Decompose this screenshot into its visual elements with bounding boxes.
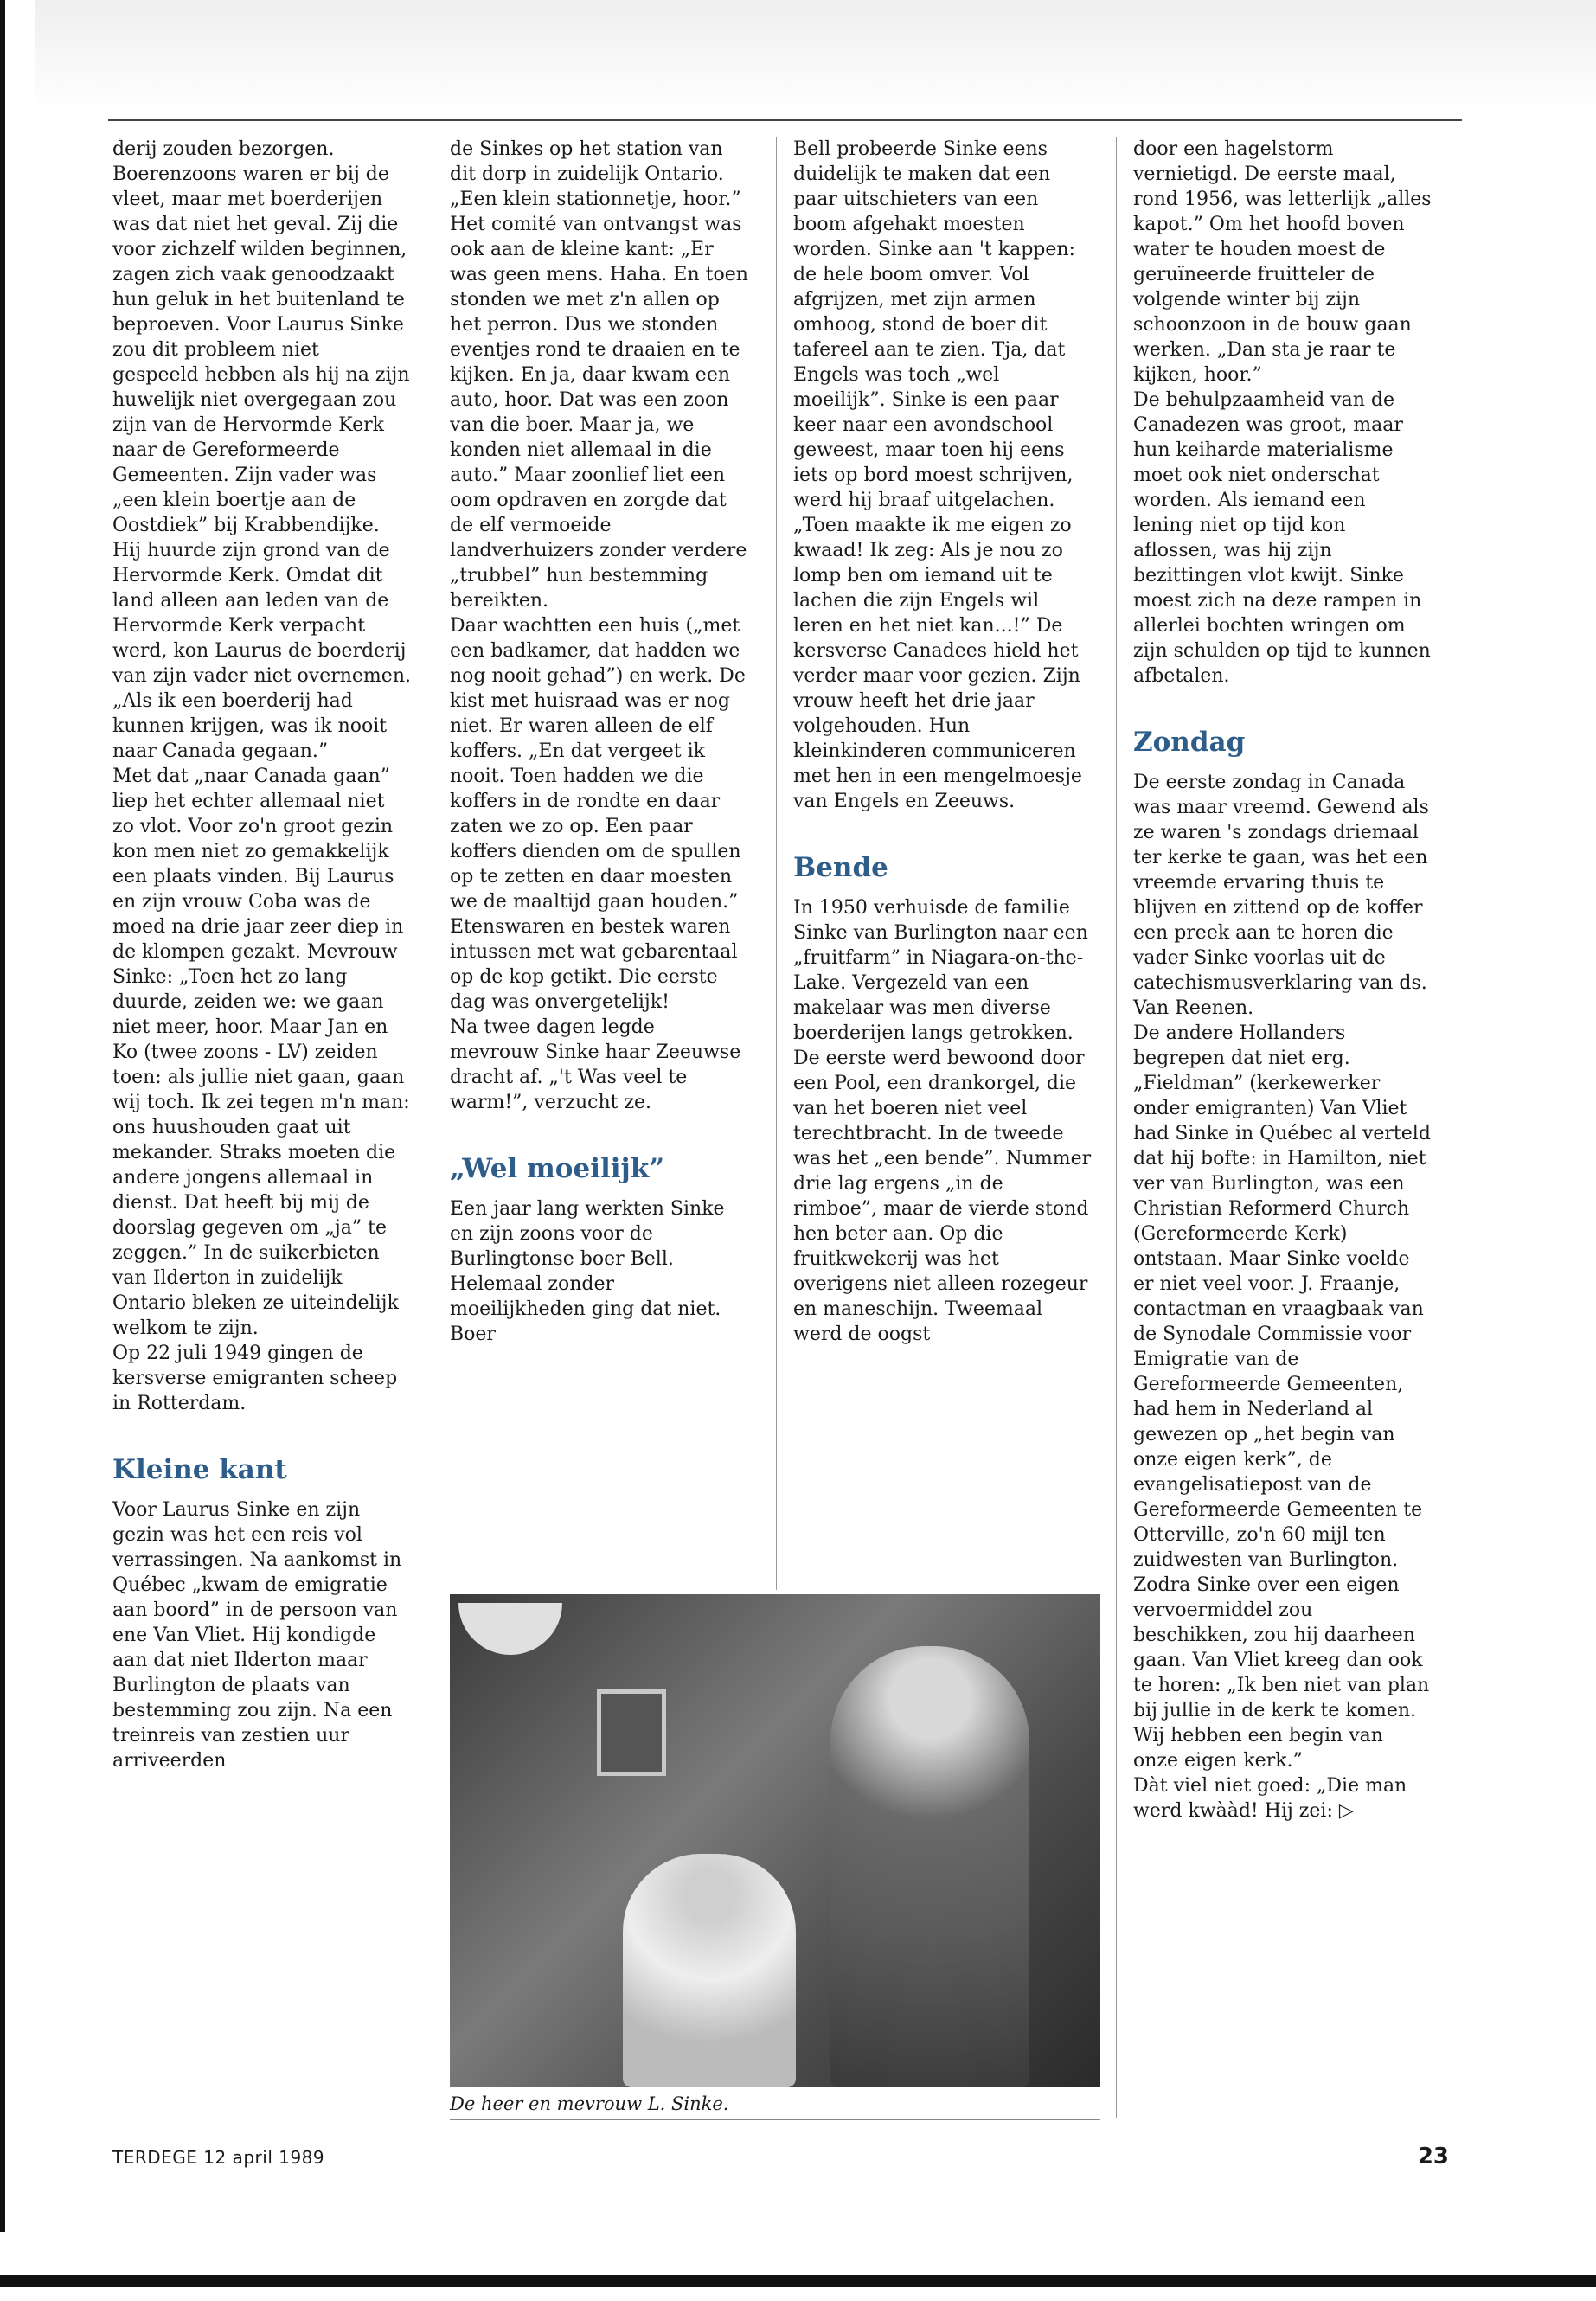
lamp-shape (458, 1603, 562, 1655)
publication-line: TERDEGE 12 april 1989 (112, 2147, 325, 2168)
scan-edge (0, 0, 5, 2232)
seated-man (623, 1854, 796, 2087)
article-column-1 (112, 137, 411, 1773)
standing-woman (830, 1646, 1029, 2087)
section-heading: „Wel moeilijk” (450, 1153, 665, 1184)
continue-arrow-icon: ▷ (1338, 1800, 1354, 1822)
photo-caption: De heer en mevrouw L. Sinke. (450, 2093, 729, 2114)
previous-page-bleed (35, 0, 1596, 112)
top-rule (108, 119, 1462, 121)
page-number: 23 (1417, 2144, 1449, 2170)
article-column-4 (1133, 137, 1432, 1823)
body-text: Bell probeerde Sinke eens duidelijk te maken dat een paar uitschieters van een boom afgehakt moesten worden. Sinke aan 't kappen: de hele boom omver. Vol afgrijzen, met zijn armen omhoog, stond de boer dit tafereel aan te zien. Tja, dat Engels was toch „wel moeilijk”. Sinke is een paar keer naar een avondschool geweest, maar toen hij eens iets op bord moest schrijven, werd hij braaf uitgelachen. „Toen maakte ik me eigen zo kwaad! Ik zeg: Als je nou zo lomp ben om iemand uit te lachen die zijn Engels wil leren en het niet kan...!” De kersverse Canadees hield het verder maar voor gezien. Zijn vrouw heeft het drie jaar volgehouden. Hun kleinkinderen communiceren met hen in een mengelmoesje van Engels en Zeeuws. (793, 138, 1082, 812)
article-column-3 (793, 137, 1092, 1347)
body-text: de Sinkes op het station van dit dorp in zuidelijk Ontario. „Een klein stationnetje, hoor.” Het comité van ontvangst was ook aan de kleine kant: „Er was geen mens. Haha. En toen stonden we met z'n allen op het perron. Dus we stonden eventjes rond te draaien en te kijken. En ja, daar kwam een auto, hoor. Dat was een zoon van die boer. Maar ja, we konden niet allemaal in die auto.” Maar zoonlief liet een oom opdraven en zorgde dat de elf vermoeide landverhuizers zonder verdere „trubbel” hun bestemming bereikten. Daar wachtten een huis („met een badkamer, dat hadden we nog nooit gehad”) en werk. De kist met huisraad was er nog niet. Er waren alleen de elf koffers. „En dat vergeet ik nooit. Toen hadden we die koffers in de rondte en daar zaten we zo op. Een paar koffers dienden om de spullen op te zetten en daar moesten we de maaltijd gaan houden.” Etenswaren en bestek waren intussen met wat gebarentaal op de kop getikt. Die eerste dag was onvergetelijk! Na twee dagen legde mevrouw Sinke haar Zeeuwse dracht af. „'t Was veel te warm!”, verzucht ze. (450, 138, 748, 1113)
body-text: In 1950 verhuisde de familie Sinke van Burlington naar een „fruitfarm” in Niagara-on-the-Lake. Vergezeld van een makelaar was men diverse boerderijen langs getrokken. De eerste werd bewoond door een Pool, een drankorgel, die van het boeren niet veel terechtbracht. In de tweede was het „een bende”. Nummer drie lag ergens „in de rimboe”, maar de vierde stond hen beter aan. Op die fruitkwekerij was het overigens niet alleen rozegeur en maneschijn. Tweemaal werd de oogst (793, 897, 1092, 1345)
column-divider (1116, 137, 1117, 2118)
photo-couple (450, 1594, 1100, 2087)
article-column-2 (450, 137, 748, 1347)
column-divider (776, 137, 777, 1590)
caption-rule (450, 2119, 1100, 2120)
wall-picture (597, 1689, 666, 1776)
section-heading: Kleine kant (112, 1454, 287, 1485)
body-text (1133, 770, 1432, 1823)
scan-bottom-edge (0, 2275, 1596, 2287)
body-text: Een jaar lang werkten Sinke en zijn zoons voor de Burlingtonse boer Bell. Helemaal zonder moeilijkheden ging dat niet. Boer (450, 1198, 725, 1345)
body-text: Voor Laurus Sinke en zijn gezin was het een reis vol verrassingen. Na aankomst in Québec „kwam de emigratie aan boord” in de persoon van ene Van Vliet. Hij kondigde aan dat niet Ilderton maar Burlington de plaats van bestemming zou zijn. Na een treinreis van zestien uur arriveerden (112, 1499, 402, 1772)
body-text: derij zouden bezorgen. Boerenzoons waren er bij de vleet, maar met boerderijen was dat niet het geval. Zij die voor zichzelf wilden beginnen, zagen zich vaak genoodzaakt hun geluk in het buitenland te beproeven. Voor Laurus Sinke zou dit probleem niet gespeeld hebben als hij na zijn huwelijk niet overgegaan zou zijn van de Hervormde Kerk naar de Gereformeerde Gemeenten. Zijn vader was „een klein boertje aan de Oostdiek” bij Krabbendijke. Hij huurde zijn grond van de Hervormde Kerk. Omdat dit land alleen aan leden van de Hervormde Kerk verpacht werd, kon Laurus de boerderij van zijn vader niet overnemen. „Als ik een boerderij had kunnen krijgen, was ik nooit naar Canada gegaan.” Met dat „naar Canada gaan” liep het echter allemaal niet zo vlot. Voor zo'n groot gezin kon men niet zo gemakkelijk een plaats vinden. Bij Laurus en zijn vrouw Coba was de moed na drie jaar zeer diep in de klompen gezakt. Mevrouw Sinke: „Toen het zo lang duurde, zeiden we: we gaan niet meer, hoor. Maar Jan en Ko (twee zoons - LV) zeiden toen: als jullie niet gaan, gaan wij toch. Ik zei tegen m'n man: ons huushouden gaat uit mekander. Straks moeten die andere jongens allemaal in dienst. Dat heeft bij mij de doorslag gegeven om „ja” te zeggen.” In de suikerbieten van Ilderton in zuidelijk Ontario bleken ze uiteindelijk welkom te zijn. Op 22 juli 1949 gingen de kersverse emigranten scheep in Rotterdam. (112, 138, 411, 1414)
body-text: door een hagelstorm vernietigd. De eerste maal, rond 1956, was letterlijk „alles kapot.” Om het hoofd boven water te houden moest de geruïneerde fruitteler de volgende winter bij zijn schoonzoon in de bouw gaan werken. „Dan sta je raar te kijken, hoor.” De behulpzaamheid van de Canadezen was groot, maar hun keiharde materialisme moet ook niet onderschat worden. Als iemand een lening niet op tijd kon aflossen, was hij zijn bezittingen vlot kwijt. Sinke moest zich na deze rampen in allerlei bochten wringen om zijn schulden op tijd te kunnen afbetalen. (1133, 138, 1432, 687)
body-text-final: De eerste zondag in Canada was maar vreemd. Gewend als ze waren 's zondags driemaal ter kerke te gaan, was het een vreemde ervaring thuis te blijven en zittend op de koffer een preek aan te horen die vader Sinke voorlas uit de catechismusverklaring van ds. Van Reenen. De andere Hollanders begrepen dat niet erg. „Fieldman” (kerkewerker onder emigranten) Van Vliet had Sinke in Québec al verteld dat hij bofte: in Hamilton, niet ver van Burlington, was een Christian Reformerd Church (Gereformeerde Kerk) ontstaan. Maar Sinke voelde er niet veel voor. J. Fraanje, contactman en vraagbaak van de Synodale Commissie voor Emigratie van de Gereformeerde Gemeenten, had hem in Nederland al gewezen op „het begin van onze eigen kerk”, de evangelisatiepost van de Gereformeerde Gemeenten te Otterville, zo'n 60 mijl ten zuidwesten van Burlington. Zodra Sinke over een eigen vervoermiddel zou beschikken, zou hij daarheen gaan. Van Vliet kreeg dan ook te horen: „Ik ben niet van plan bij jullie in de kerk te komen. Wij hebben een begin van onze eigen kerk.” Dàt viel niet goed: „Die man werd kwààd! Hij zei: (1133, 772, 1431, 1822)
section-heading: Zondag (1133, 727, 1246, 758)
section-heading: Bende (793, 852, 888, 883)
